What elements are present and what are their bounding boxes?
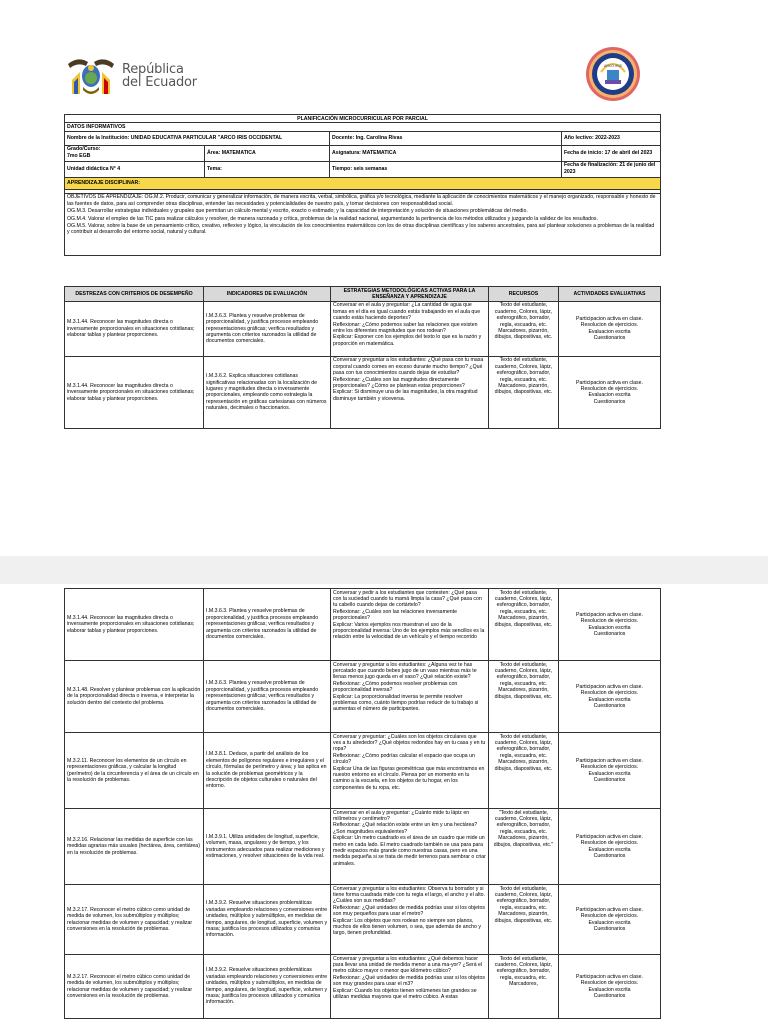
actividades-cell: Participacion activa en clase. Resolucion de ejercicios. Evaluacion escrita Cuestionarios [559,589,661,661]
planning-table-page-2 [64,588,661,1019]
grado-cell [65,145,205,161]
destreza-cell: M.3.1.48. Resolver y plantear problemas con la aplicación de la proporcionalidad directa o inversa, e interpretar la solución dentro del contexto del problema. [65,661,204,733]
destreza-cell: M.3.2.11. Reconocer los elementos de un círculo en representaciones gráficas, y calcular la longitud (perímetro) de la circunferencia y el área de un círculo en la resolución de problemas. [65,733,204,809]
planning-table-page-1 [64,286,661,429]
recursos-cell: Texto del estudiante, cuaderno, Colores, lápiz, esferográfico, borrador, regla, escuadra, etc. Marcadores, pizarrón, dibujos, diapositivas, etc. [489,589,559,661]
recursos-cell: Texto del estudiante, cuaderno, Colores, lápiz, esferográfico, borrador, regla, escuadra, etc. Marcadores, pizarrón, dibujos, diapositivas, etc. [489,301,559,356]
fecha-fin-cell: Fecha de finalización: 21 de junio del 2023 [562,161,661,177]
header-destrezas: DESTREZAS CON CRITERIOS DE DESEMPEÑO [65,287,204,302]
recursos-cell: Texto del estudiante, cuaderno, Colores, lápiz, esferográfico, borrador, regla, escuadra, etc. Marcadores, pizarrón, dibujos, diapositivas, etc. [489,885,559,955]
objetivo-og-m2: OBJETIVOS DE APRENDIZAJE: OG.M.2. Producir, comunicar y generalizar información, de manera escrita, verbal, simbólica, gráfica y/o tecnológica, mediante la aplicación de conocimientos matemáticos y el manejo organizado, responsable y honesto de las fuentes de datos, para así comprender otras disciplinas, entender las necesidades y potencialidades de nuestro país, y tomar decisiones con responsabilidad social. [67,194,656,207]
destreza-cell: M.3.1.44. Reconocer las magnitudes directa o inversamente proporcionales en situaciones cotidianas; elaborar tablas y plantear proporciones. [65,301,204,356]
fecha-inicio-cell: Fecha de inicio: 17 de abril del 2023 [562,145,661,161]
estrategia-cell: Conversar y preguntar: ¿Cuáles son los objetos circulares que ves a tu alrededor? ¿Qué objetos redondos hay en tu casa y en tu ropa? Reflexionar: ¿Cómo podrías calcular el espacio que ocupa un círculo? Explicar Una de las figuras geométricas que más encontramos en nuestro entorno es el círculo. Piensa por un momento en tu camino a la escuela, en los objetos de tu hogar, en los componentes de tu ropa, etc. [331,733,489,809]
indicador-cell: I.M.3.6.3. Plantea y resuelve problemas de proporcionalidad, y justifica procesos empleando representaciones gráficas; verifica resultados y argumenta con criterios razonados la utilidad de documentos comerciales. [204,301,331,356]
del-ecuador-text: del Ecuador [122,75,197,90]
indicador-cell: I.M.3.6.3. Plantea y resuelve problemas de proporcionalidad, y justifica procesos empleando representaciones gráficas; verifica resultados y argumenta con criterios razonados la utilidad de documentos comerciales. [204,589,331,661]
objetivo-og-m4: OG.M.4. Valorar el empleo de las TIC para realizar cálculos y resolver, de manera razonada y crítica, problemas de la realidad nacional, argumentando la pertinencia de los métodos utilizados y juzgando la validez de los resultados. [67,215,598,222]
indicador-cell: I.M.3.9.1. Utiliza unidades de longitud, superficie, volumen, masa, angulares y de tiempo, y los instrumentos adecuados para realizar mediciones y estimaciones, y resolver situaciones de la vida real. [204,809,331,885]
institucion-cell: Nombre de la Institución: UNIDAD EDUCATIVA PARTICULAR "ARCO IRIS OCCIDENTAL [65,131,330,145]
destreza-cell: M.3.2.16. Relacionar las medidas de superficie con las medidas agrarias más usuales (hectárea, área, centiárea) en la resolución de problemas. [65,809,204,885]
table-row [65,733,661,809]
recursos-cell: Texto del estudiante, cuaderno, Colores, lápiz, esferográfico, borrador, regla, escuadra, etc. Marcadores, pizarrón, dibujos, diapositivas, etc. [489,733,559,809]
objetivo-og-m5: OG.M.5. Valorar, sobre la base de un pensamiento crítico, creativo, reflexivo y lógico, la vinculación de los conocimientos matemáticos con los de otras disciplinas científicas y los saberes ancestrales, para así plantear soluciones a problemas de la realidad y contribuir al desarrollo del entorno social, natural y cultural. [67,222,655,236]
estrategia-cell: Conversar y preguntar a los estudiantes: ¿Qué debemos hacer para llevar una unidad de medida menor a una ma-yor? ¿Será el metro cúbico mayor o menor que kilómetro cúbico? Reflexionar: ¿Qué unidades de medida podrías usar si los objetos son muy grandes para usar el m3? Explicar: Cuando los objetos tienen volúmenes tan grandes se utilizan medidas mayores que el metro cúbico. A estas [331,955,489,1019]
estrategia-cell: Conversar y preguntar a los estudiantes: ¿Alguna vez te has percatado que cuando bebes jugo de un vaso mientras más te llenas menos jugo queda en el vaso? ¿Qué relación existe? Reflexionar: ¿Cómo podemos resolver problemas con proporcionalidad inversa? Explicar: La proporcionalidad inversa te permite resolver problemas como, cuánto tiempo podrías reducir de tu trabajo si aumentas el número de participantes. [331,661,489,733]
grado-value: 7mo EGB [67,152,91,159]
destreza-cell: M.3.2.17. Reconocer el metro cúbico como unidad de medida de volumen, los submúltiplos y múltiplos; relacionar medidas de volumen y capacidad; y realizar conversiones en la resolución de problemas. [65,955,204,1019]
header-actividades: ACTIVIDADES EVALUATIVAS [559,287,661,302]
table-row [65,885,661,955]
destreza-cell: M.3.1.44. Reconocer las magnitudes directa o inversamente proporcionales en situaciones cotidianas; elaborar tablas y plantear proporciones. [65,589,204,661]
estrategia-cell: Conversar en el aula y preguntar: ¿La cantidad de agua que tomas en el día es igual cuando estás trabajando en el aula que cuando estás haciendo deportes? Reflexionar: ¿Cómo podemos saber las relaciones que existen entre los diferentes magnitudes que nos rodean? Explicar: Exponer con los ejemplos del texto lo que es la razón y proporción en matemática. [331,301,489,356]
table-row [65,589,661,661]
tema-cell: Tema: [205,161,330,177]
actividades-cell: Participacion activa en clase. Resolucion de ejercicios. Evaluacion escrita Cuestionarios [559,955,661,1019]
estrategia-cell: Conversar y pedir a los estudiantes que contesten: ¿Qué pasa con la suciedad cuando tu mamá limpia la casa? ¿Qué pasa con tu cabello cuando dejas de cortártelo? Reflexionar: ¿Cuáles son las relaciones inversamente proporcionales? Explicar: Varios ejemplos nos muestran el uso de la proporcionalidad inversa: Uno de los ejemplos más sencillos es la relación entre la velocidad de un vehículo y el tiempo recorrido [331,589,489,661]
school-logo-text: ARCO IRIS [604,64,622,68]
estrategia-cell: Conversar y preguntar a los estudiantes: Observa tu borrador y si tiene forma cuadrada mide con tu regla el largo, el ancho y el alto. ¿Cuáles son sus medidas? Reflexionar: ¿Qué unidades de medida podrías usar si los objetos son muy pequeños para usar el metro? Explicar: Los objetos que nos rodean no siempre son planos, muchos de ellos tienen volumen, o sea, que además de ancho y largo, tienen profundidad. [331,885,489,955]
grado-label: Grado/Curso: [67,146,101,153]
info-table [64,114,661,256]
docente-cell: Docente: Ing. Carolina Rivas [330,131,562,145]
recursos-cell: Texto del estudiante, cuaderno, Colores, lápiz, esferográfico, borrador, regla, escuadra, etc. Marcadores, pizarrón, dibujos, diapositivas, etc. [489,356,559,428]
actividades-cell: Participacion activa en clase. Resolucion de ejercicios. Evaluacion escrita Cuestionarios [559,885,661,955]
table-row [65,356,661,428]
table-row [65,661,661,733]
aprendizaje-disciplinar: APRENDIZAJE DISCIPLINAR: [65,177,661,189]
document-page-2 [0,584,768,1024]
table-row [65,809,661,885]
doc-title: PLANIFICACIÓN MICROCURRICULAR POR PARCIAL [65,115,661,123]
recursos-cell: Texto del estudiante, cuaderno, Colores, lápiz, esferográfico, borrador, regla, escuadra, etc. Marcadores, pizarrón, dibujos, diapositivas, etc. [489,661,559,733]
actividades-cell: Participacion activa en clase. Resolucion de ejercicios. Evaluacion escrita Cuestionarios [559,661,661,733]
indicador-cell: I.M.3.6.2. Explica situaciones cotidianas significativas relacionadas con la localización de lugares y magnitudes directa o inversamente proporcionales, empleando como estrategia la representación en gráficas cartesianas con números naturales, decimales o fraccionarios. [204,356,331,428]
ecuador-coat-of-arms-icon [66,54,116,98]
objetivo-og-m3: OG.M.3. Desarrollar estrategias individuales y grupales que permitan un cálculo mental y escrito, exacto o estimado; y la capacidad de interpretación y solución de situaciones problemáticas del medio. [67,208,528,215]
table-header-row [65,287,661,302]
recursos-cell: "Texto del estudiante, cuaderno, Colores, lápiz, esferográfico, borrador, regla, escuadra, etc. Marcadores, pizarrón, dibujos, diapositivas, etc." [489,809,559,885]
header-recursos: RECURSOS [489,287,559,302]
indicador-cell: I.M.3.6.3. Plantea y resuelve problemas de proporcionalidad, y justifica procesos empleando representaciones gráficas; verifica resultados y argumenta con criterios razonados la utilidad de documentos comerciales. [204,661,331,733]
school-logo [585,46,641,102]
destreza-cell: M.3.2.17. Reconocer el metro cúbico como unidad de medida de volumen, los submúltiplos y múltiplos; relacionar medidas de volumen y capacidad; y realizar conversiones en la resolución de problemas. [65,885,204,955]
table-row [65,301,661,356]
indicador-cell: I.M.3.9.2. Resuelve situaciones problemáticas variadas empleando relaciones y conversiones entre unidades, múltiplos y submúltiplos, en medidas de tiempo, angulares, de longitud, superficie, volumen y masa; justifica los procesos utilizados y comunica información. [204,955,331,1019]
area-cell: Área: MATEMATICA [205,145,330,161]
table-row [65,955,661,1019]
actividades-cell: Participacion activa en clase. Resolucion de ejercicios. Evaluacion escrita Cuestionarios [559,301,661,356]
header-estrategias: ESTRATEGIAS METODOLÓGICAS ACTIVAS PARA LA ENSEÑANZA Y APRENDIZAJE [331,287,489,302]
tiempo-cell: Tiempo: seis semanas [330,161,562,177]
anio-cell: Año lectivo: 2022-2023 [562,131,661,145]
section-datos: DATOS INFORMATIVOS [65,123,661,131]
republica-text: República [122,62,184,77]
actividades-cell: Participacion activa en clase. Resolucion de ejercicios. Evaluacion escrita Cuestionarios [559,356,661,428]
actividades-cell: Participacion activa en clase. Resolucion de ejercicios. Evaluacion escrita Cuestionarios [559,733,661,809]
header-indicadores: INDICADORES DE EVALUACIÓN [204,287,331,302]
indicador-cell: I.M.3.8.1. Deduce, a partir del análisis de los elementos de polígonos regulares e irregulares y el círculo, fórmulas de perímetro y área; y las aplica en la solución de problemas geométricos y la descripción de objetos culturales o naturales del entorno. [204,733,331,809]
estrategia-cell: Conversar en el aula y preguntar: ¿Cuánto mide tu lápiz en milímetros y centímetro? Reflexionar: ¿Qué relación existe entre un km y una hectárea? ¿Son magnitudes equivalentes? Explicar: Un metro cuadrado es el área de un cuadro que mide un metro en cada lado. El metro cuadrado también se usa para para medir espacios más grande como nuestras casas, pero es una medida pequeña si se trata de medir terrenos para sembrar o criar animales. [331,809,489,885]
recursos-cell: Texto del estudiante, cuaderno, Colores, lápiz, esferográfico, borrador, regla, escuadra, etc. Marcadores, [489,955,559,1019]
republica-ecuador-logo [66,54,197,98]
republica-label [122,63,197,89]
destreza-cell: M.3.1.44. Reconocer las magnitudes directa o inversamente proporcionales en situaciones cotidianas; elaborar tablas y plantear proporciones. [65,356,204,428]
unidad-cell: Unidad didáctica N° 4 [65,161,205,177]
actividades-cell: Participacion activa en clase. Resolucion de ejercicios. Evaluacion escrita Cuestionarios [559,809,661,885]
estrategia-cell: Conversar y preguntar a los estudiantes: ¿Qué pasa con tu masa corporal cuando comes en exceso durante mucho tiempo? ¿Qué pasa con tus conocimientos cuando dejas de estudiar? Reflexionar: ¿Cuáles son las magnitudes directamente proporcionales? ¿Cómo se plantean estas proporciones? Explicar: Si disminuye una de las magnitudes, la otra magnitud disminuye también y viceversa. [331,356,489,428]
objetivos-cell [65,193,661,255]
indicador-cell: I.M.3.9.2. Resuelve situaciones problemáticas variadas empleando relaciones y conversiones entre unidades, múltiplos y submúltiplos, en medidas de tiempo, angulares, de longitud, superficie, volumen y masa; justifica los procesos utilizados y comunica información. [204,885,331,955]
asignatura-cell: Asignatura: MATEMATICA [330,145,562,161]
